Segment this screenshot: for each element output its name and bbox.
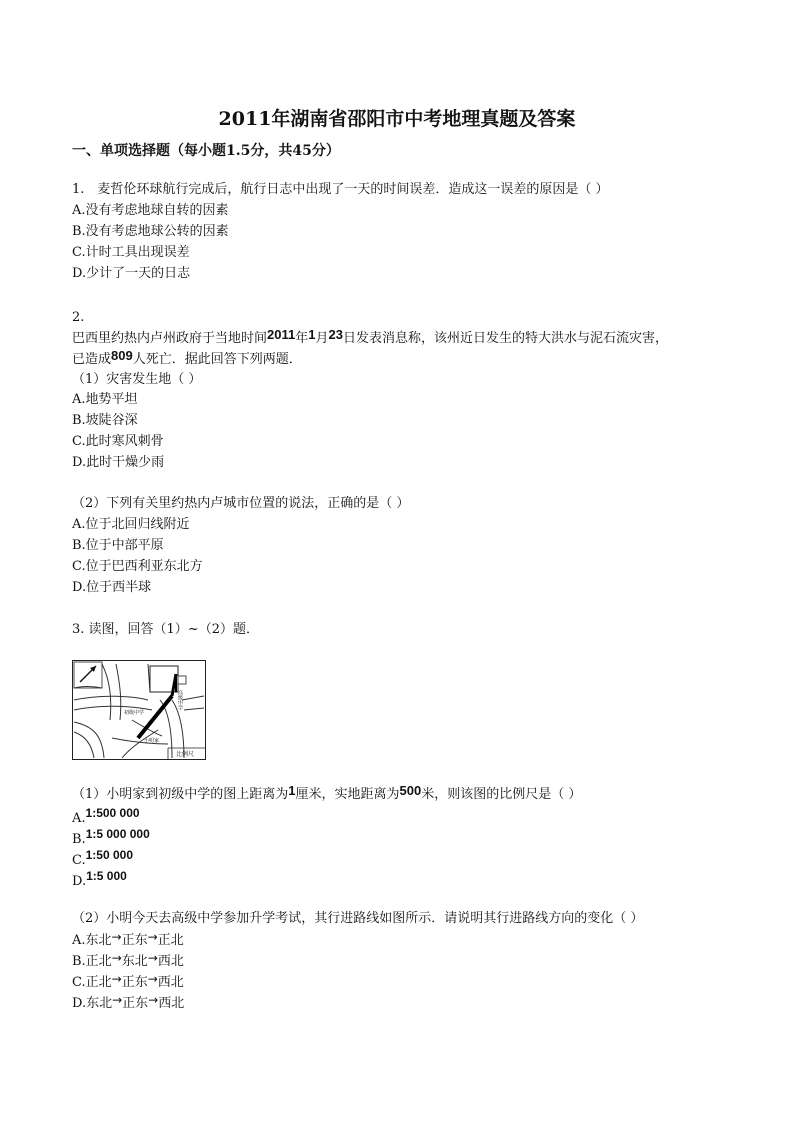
q3-sub2-option-b bbox=[72, 953, 184, 970]
q2-sub1-option-a: A.地势平坦 bbox=[72, 392, 138, 407]
q2-number: 2. bbox=[72, 310, 85, 325]
option-letter: B. bbox=[72, 832, 86, 847]
q2-sub1-option-c: C.此时寒风刺骨 bbox=[72, 434, 164, 449]
arrow-right-icon: → bbox=[112, 993, 123, 1007]
q2-stem-text: 月 bbox=[315, 331, 329, 346]
q2-month: 1 bbox=[308, 327, 316, 342]
q3-sub2-option-c bbox=[72, 974, 184, 991]
map-label-high-school: 高级中学 bbox=[177, 690, 183, 710]
q2-stem-text: 年 bbox=[295, 331, 309, 346]
q3-sub1-stem-text: （1）小明家到初级中学的图上距离为 bbox=[72, 787, 289, 802]
option-value: 1:50 000 bbox=[85, 848, 133, 862]
q2-stem-text: 日发表消息称，该州近日发生的特大洪水与泥石流灾害， bbox=[342, 331, 668, 346]
q1-option-c: C.计时工具出现误差 bbox=[72, 245, 190, 260]
arrow-right-icon: → bbox=[148, 993, 159, 1007]
q2-stem-line2 bbox=[72, 348, 302, 368]
q2-stem-line1 bbox=[72, 327, 668, 347]
arrow-right-icon: → bbox=[111, 951, 122, 965]
q1-option-a: A.没有考虑地球自转的因素 bbox=[72, 203, 229, 218]
direction: C.正北 bbox=[72, 975, 112, 990]
page-title: 2011年湖南省邵阳市中考地理真题及答案 bbox=[218, 108, 576, 130]
direction: 西北 bbox=[158, 996, 185, 1011]
q3-sub1-stem bbox=[72, 783, 582, 803]
q3-sub1-option-c bbox=[72, 848, 133, 869]
direction: 正东 bbox=[122, 996, 149, 1011]
q2-stem-text: 巴西里约热内卢州政府于当地时间 bbox=[72, 331, 268, 346]
direction: D.东北 bbox=[72, 996, 113, 1011]
q2-sub1-option-b: B.坡陡谷深 bbox=[72, 413, 138, 428]
q3-sub1-option-b bbox=[72, 827, 150, 848]
q2-stem-text: 人死亡．据此回答下列两题． bbox=[132, 352, 302, 367]
arrow-right-icon: → bbox=[147, 972, 158, 986]
direction: 东北 bbox=[121, 954, 148, 969]
q2-year: 2011 bbox=[267, 327, 296, 342]
q2-day: 23 bbox=[328, 327, 343, 342]
q3-real-distance: 500 bbox=[399, 783, 422, 798]
q3-sub1-stem-text: 米，则该图的比例尺是（ ） bbox=[421, 787, 582, 802]
option-value: 1:5 000 000 bbox=[85, 827, 150, 841]
arrow-right-icon: → bbox=[147, 930, 158, 944]
direction: 正东 bbox=[121, 933, 148, 948]
q2-sub2-option-c: C.位于巴西利亚东北方 bbox=[72, 559, 203, 574]
compass-icon bbox=[74, 662, 102, 688]
option-value: 1:500 000 bbox=[85, 806, 140, 820]
q2-sub1-stem: （1）灾害发生地（ ） bbox=[72, 372, 202, 387]
map-label-home: 小明家 bbox=[144, 738, 160, 744]
q1-option-d: D.少计了一天的日志 bbox=[72, 266, 191, 281]
q2-sub2-option-d: D.位于西半球 bbox=[72, 580, 152, 595]
q1-stem: 1. 麦哲伦环球航行完成后，航行日志中出现了一天的时间误差．造成这一误差的原因是（ ） bbox=[72, 182, 609, 197]
q3-sub1-option-d bbox=[72, 869, 127, 890]
direction: 正北 bbox=[157, 933, 184, 948]
arrow-right-icon: → bbox=[111, 972, 122, 986]
q3-sub2-option-d bbox=[72, 995, 184, 1012]
q2-sub2-stem: （2）下列有关里约热内卢城市位置的说法，正确的是（ ） bbox=[72, 496, 410, 511]
option-letter: D. bbox=[72, 874, 87, 889]
route-map-figure bbox=[72, 660, 206, 760]
q3-sub2-stem: （2）小明今天去高级中学参加升学考试，其行进路线如图所示．请说明其行进路线方向的变化（ ） bbox=[72, 911, 644, 926]
map-label-scale: 比例尺 bbox=[176, 751, 195, 758]
arrow-right-icon: → bbox=[147, 951, 158, 965]
q2-sub2-option-a: A.位于北回归线附近 bbox=[72, 517, 190, 532]
q2-deaths: 809 bbox=[111, 348, 133, 363]
q2-sub1-option-d: D.此时干燥少雨 bbox=[72, 455, 165, 470]
direction: 正东 bbox=[121, 975, 148, 990]
q2-sub2-option-b: B.位于中部平原 bbox=[72, 538, 164, 553]
q3-sub1-stem-text: 厘米，实地距离为 bbox=[295, 787, 400, 802]
direction: B.正北 bbox=[72, 954, 112, 969]
option-letter: C. bbox=[72, 853, 86, 868]
arrow-right-icon: → bbox=[111, 930, 122, 944]
option-value: 1:5 000 bbox=[86, 869, 127, 883]
option-letter: A. bbox=[72, 811, 86, 826]
q3-sub1-option-a bbox=[72, 806, 140, 827]
q2-stem-text: 已造成 bbox=[72, 352, 112, 367]
direction: A.东北 bbox=[72, 933, 112, 948]
map-label-middle-school: 初级中学 bbox=[124, 710, 145, 716]
q3-sub2-option-a bbox=[72, 932, 184, 949]
q3-map-distance: 1 bbox=[288, 783, 296, 798]
q3-stem: 3. 读图，回答（1）~（2）题． bbox=[72, 622, 259, 637]
direction: 西北 bbox=[157, 954, 184, 969]
section-heading: 一、单项选择题（每小题1.5分，共45分） bbox=[72, 143, 340, 159]
direction: 西北 bbox=[157, 975, 184, 990]
q1-option-b: B.没有考虑地球公转的因素 bbox=[72, 224, 229, 239]
